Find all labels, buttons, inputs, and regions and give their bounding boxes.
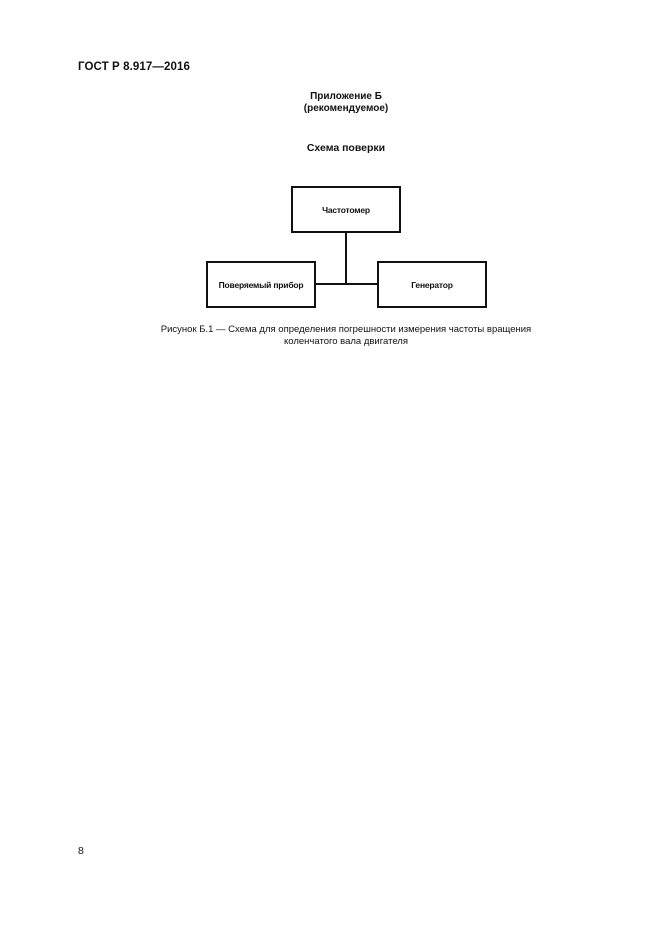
caption-line-2: коленчатого вала двигателя [284, 335, 408, 347]
annex-status: (рекомендуемое) [303, 103, 389, 114]
caption-line-1: Рисунок Б.1 — Схема для определения погрешности измерения частоты вращения [160, 324, 532, 335]
connector-vertical [345, 233, 347, 284]
node-generator: Генератор [377, 261, 487, 308]
section-title: Схема поверки [306, 142, 386, 154]
document-designation: ГОСТ Р 8.917—2016 [78, 61, 190, 73]
node-device-under-test: Поверяемый прибор [206, 261, 316, 308]
connector-horizontal [315, 283, 378, 285]
annex-heading [0, 91, 661, 115]
annex-title: Приложение Б [310, 91, 382, 102]
node-frequency-meter: Частотомер [291, 186, 401, 233]
page-number: 8 [78, 845, 84, 857]
figure-caption [0, 324, 661, 347]
